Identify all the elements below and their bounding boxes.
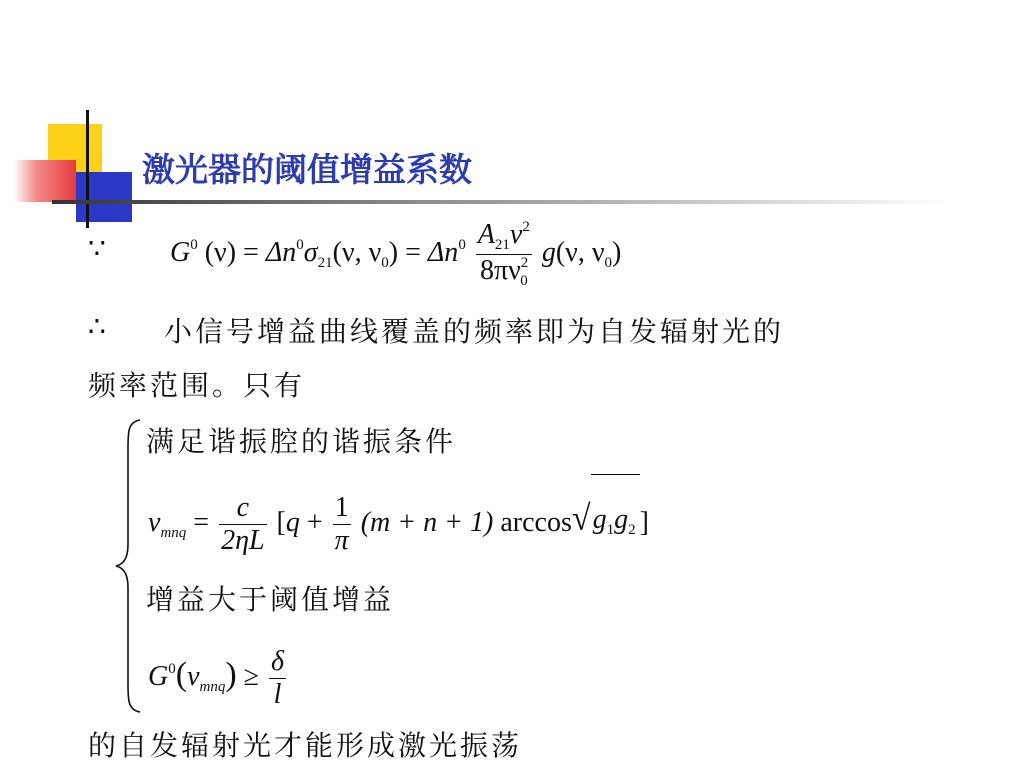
c-over-2etaL (219, 492, 266, 557)
conclusion-line-1: 小信号增益曲线覆盖的频率即为自发辐射光的 (164, 315, 785, 348)
nu-mnq-subscript: mnq (199, 679, 226, 695)
pi-symbol: π (334, 525, 349, 556)
threshold-formula: $G^0(\nu_{mnq})$ ≥ $\frac{\delta}{l}$ (148, 645, 285, 711)
one-over-pi (333, 492, 351, 557)
einstein-fraction (476, 219, 532, 291)
delta-n: Δn (265, 237, 297, 268)
g2-symbol: g (614, 504, 629, 535)
delta-symbol: δ (271, 645, 285, 677)
equals-sign-2: = (405, 237, 421, 268)
g-symbol: G (170, 237, 191, 268)
a-coefficient: A (477, 218, 495, 250)
final-line: 的自发辐射光才能形成激光振荡 (88, 729, 523, 762)
delta-n-superscript: 0 (296, 237, 304, 253)
therefore-symbol: ∴ (88, 310, 106, 343)
slide-title: 激光器的阈值增益系数 (142, 150, 472, 189)
sigma-subscript: 21 (317, 255, 333, 271)
delta-n-2-superscript: 0 (458, 237, 466, 253)
denominator-subscript: 0 (520, 273, 528, 290)
delta-n-2: Δn (427, 237, 459, 268)
decor-red-square (14, 160, 76, 202)
conditions-brace (114, 418, 144, 714)
delta-over-l (269, 646, 286, 711)
sigma-args-close: ) (388, 237, 399, 268)
sigma-args: (ν, ν (332, 237, 382, 268)
sqrt-g1g2 (572, 474, 640, 575)
g-superscript: 0 (190, 237, 198, 253)
condition-resonance-label: 满足谐振腔的谐振条件 (146, 425, 457, 458)
fraction-denominator: 8πν (479, 255, 521, 287)
lineshape-args: (ν, ν (555, 237, 605, 268)
lineshape-close: ) (612, 237, 622, 268)
nu-superscript: 2 (522, 218, 530, 235)
decor-blue-square (76, 172, 132, 222)
g2-subscript: 2 (628, 522, 636, 538)
plus-sign: + (306, 506, 323, 538)
l-symbol: l (273, 679, 282, 711)
q-symbol: q (285, 506, 300, 538)
because-symbol: ∵ (88, 232, 106, 265)
mode-sum: (m + n + 1) (360, 506, 494, 538)
sigma-args-subscript: 0 (381, 255, 389, 271)
g0-superscript: 0 (168, 661, 176, 677)
denominator-superscript: 2 (520, 255, 529, 272)
g0-symbol: G (148, 661, 169, 692)
condition-threshold-label: 增益大于阈值增益 (146, 583, 395, 616)
bracket-open: [ (276, 506, 286, 538)
gain-formula (170, 200, 621, 290)
one: 1 (334, 491, 349, 523)
g-argument: (ν) (204, 237, 237, 268)
bracket-close: ] (639, 506, 649, 538)
nu-symbol: ν (509, 218, 523, 250)
geq-sign: ≥ (243, 661, 260, 692)
nu-mnq: ν (187, 661, 200, 692)
nu-mnq-subscript: mnq (160, 524, 187, 541)
radical-sign: √ (571, 499, 591, 538)
lineshape-args-subscript: 0 (604, 255, 613, 271)
arccos-function: arccos (500, 506, 572, 538)
g1-symbol: g (592, 504, 607, 535)
g1-subscript: 1 (606, 522, 615, 538)
a-subscript: 21 (494, 236, 510, 253)
two-eta-l: 2ηL (221, 525, 265, 556)
nu-mnq: ν (148, 506, 161, 538)
lineshape-g: g (541, 237, 556, 268)
conclusion-line-2: 频率范围。只有 (88, 369, 306, 402)
resonance-formula (148, 474, 649, 564)
equals-sign: = (243, 237, 259, 268)
c-symbol: c (236, 491, 250, 523)
equals-sign: = (193, 506, 210, 538)
sigma-symbol: σ (303, 237, 318, 268)
decor-vertical-line (86, 110, 89, 228)
